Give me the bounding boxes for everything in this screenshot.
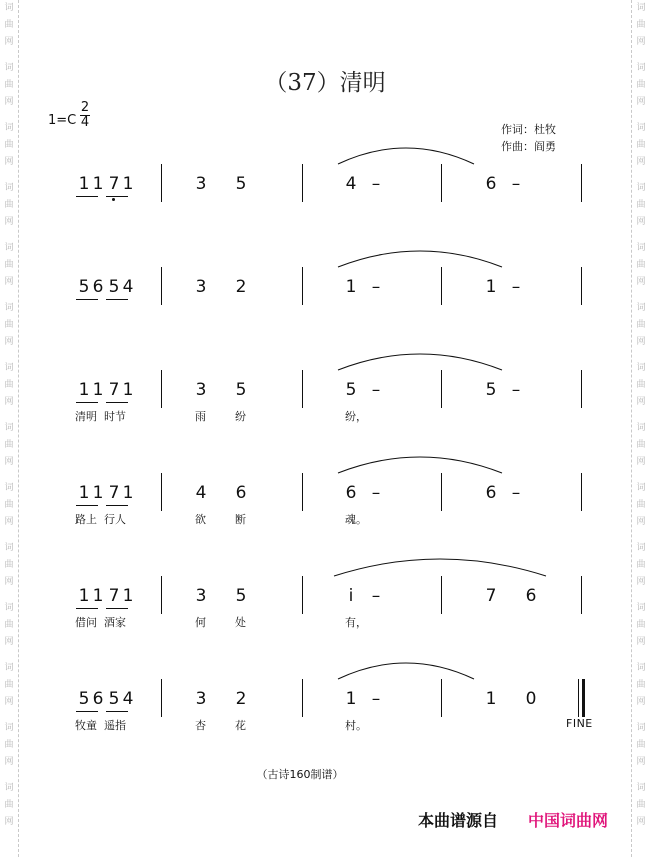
dash: – <box>371 277 381 297</box>
note: 1 <box>78 174 90 194</box>
note: 1 <box>122 380 134 400</box>
watermark-char: 曲 <box>636 680 646 690</box>
watermark-char: 网 <box>4 697 14 707</box>
note: 3 <box>195 380 207 400</box>
bar-line <box>161 473 162 511</box>
watermark-char: 词 <box>636 63 646 73</box>
lyric: 花 <box>235 719 246 732</box>
note: 7 <box>108 380 120 400</box>
dash: – <box>371 380 381 400</box>
lyric: 村。 <box>345 719 367 732</box>
watermark-char: 词 <box>4 603 14 613</box>
watermark-char: 词 <box>4 63 14 73</box>
watermark-char: 词 <box>4 123 14 133</box>
note: 3 <box>195 174 207 194</box>
watermark-char: 曲 <box>636 500 646 510</box>
watermark-char: 网 <box>636 637 646 647</box>
time-signature-bottom: 4 <box>80 115 90 130</box>
note: 5 <box>108 689 120 709</box>
watermark-char: 网 <box>4 457 14 467</box>
note: 5 <box>235 174 247 194</box>
score-row <box>0 380 650 460</box>
bar-line <box>302 370 303 408</box>
note: 4 <box>122 277 134 297</box>
watermark-char: 曲 <box>4 260 14 270</box>
watermark-char: 曲 <box>636 320 646 330</box>
bar-line <box>161 576 162 614</box>
final-bar-thick <box>582 679 585 717</box>
underline-beam <box>76 402 98 403</box>
bar-line <box>441 164 442 202</box>
watermark-char: 网 <box>636 157 646 167</box>
underline-beam <box>106 505 128 506</box>
watermark-char: 曲 <box>636 800 646 810</box>
underline-beam <box>106 402 128 403</box>
dash: – <box>511 277 521 297</box>
watermark-char: 曲 <box>636 620 646 630</box>
bar-line <box>581 576 582 614</box>
note: 1 <box>485 277 497 297</box>
watermark-char: 曲 <box>636 140 646 150</box>
lyric: 何 <box>195 616 206 629</box>
bar-line <box>302 473 303 511</box>
watermark-char: 网 <box>4 517 14 527</box>
watermark-char: 曲 <box>4 140 14 150</box>
watermark-char: 网 <box>4 397 14 407</box>
note: 6 <box>485 483 497 503</box>
watermark-char: 曲 <box>636 440 646 450</box>
lyric: 断 <box>235 513 246 526</box>
lyric: 牧童 <box>75 719 97 732</box>
watermark-char: 网 <box>636 457 646 467</box>
bar-line <box>161 267 162 305</box>
note: 5 <box>235 586 247 606</box>
note: 5 <box>345 380 357 400</box>
watermark-char: 曲 <box>4 680 14 690</box>
score-row <box>0 277 650 357</box>
bar-line <box>302 267 303 305</box>
watermark-char: 曲 <box>636 740 646 750</box>
watermark-char: 词 <box>636 543 646 553</box>
note: 1 <box>122 586 134 606</box>
note: 5 <box>78 689 90 709</box>
note: 4 <box>122 689 134 709</box>
note: 1 <box>122 174 134 194</box>
bar-line <box>441 370 442 408</box>
dash: – <box>511 483 521 503</box>
note: 5 <box>485 380 497 400</box>
watermark-char: 网 <box>636 817 646 827</box>
time-signature-top: 2 <box>80 100 90 115</box>
lyric: 欲 <box>195 513 206 526</box>
watermark-char: 词 <box>4 543 14 553</box>
watermark-char: 网 <box>4 97 14 107</box>
note: 2 <box>235 277 247 297</box>
watermark-char: 网 <box>4 817 14 827</box>
bar-line <box>161 370 162 408</box>
watermark-char: 词 <box>4 363 14 373</box>
bar-line <box>581 164 582 202</box>
lyric: 行人 <box>104 513 126 526</box>
watermark-char: 网 <box>4 577 14 587</box>
note: 6 <box>92 277 104 297</box>
watermark-char: 曲 <box>4 320 14 330</box>
watermark-char: 曲 <box>4 380 14 390</box>
source-note: （古诗160制谱） <box>256 768 344 781</box>
watermark-char: 网 <box>4 337 14 347</box>
dash: – <box>371 586 381 606</box>
note: 1 <box>122 483 134 503</box>
lyric: 魂。 <box>345 513 367 526</box>
note: 1 <box>78 586 90 606</box>
watermark-char: 词 <box>636 723 646 733</box>
note: i <box>348 586 354 606</box>
watermark-char: 曲 <box>4 620 14 630</box>
watermark-char: 曲 <box>636 20 646 30</box>
underline-beam <box>106 608 128 609</box>
note: 3 <box>195 689 207 709</box>
watermark-char: 词 <box>4 483 14 493</box>
lyric: 路上 <box>75 513 97 526</box>
watermark-char: 曲 <box>636 200 646 210</box>
final-bar-thin <box>578 679 579 717</box>
bar-line <box>161 164 162 202</box>
note: 4 <box>345 174 357 194</box>
underline-beam <box>106 711 128 712</box>
watermark-char: 网 <box>636 517 646 527</box>
watermark-char: 词 <box>636 183 646 193</box>
note: 6 <box>345 483 357 503</box>
underline-beam <box>76 196 98 197</box>
lyric: 清明 <box>75 410 97 423</box>
watermark-char: 词 <box>4 783 14 793</box>
watermark-char: 曲 <box>636 380 646 390</box>
underline-beam <box>106 299 128 300</box>
score-row <box>0 174 650 254</box>
lyric: 杏 <box>195 719 206 732</box>
watermark-char: 词 <box>4 243 14 253</box>
dash: – <box>511 380 521 400</box>
note: 7 <box>108 586 120 606</box>
watermark-char: 曲 <box>636 80 646 90</box>
watermark-char: 词 <box>4 3 14 13</box>
watermark-char: 网 <box>636 217 646 227</box>
note: 6 <box>525 586 537 606</box>
lyric: 借问 <box>75 616 97 629</box>
bar-line <box>441 679 442 717</box>
watermark-char: 网 <box>4 757 14 767</box>
note: 1 <box>92 380 104 400</box>
note: 5 <box>108 277 120 297</box>
key-signature: 1=C <box>48 113 77 128</box>
bar-line <box>581 473 582 511</box>
watermark-char: 网 <box>4 157 14 167</box>
watermark-char: 词 <box>4 183 14 193</box>
watermark-char: 网 <box>4 217 14 227</box>
note: 2 <box>235 689 247 709</box>
lyric: 雨 <box>195 410 206 423</box>
bar-line <box>302 576 303 614</box>
bar-line <box>302 679 303 717</box>
bar-line <box>581 370 582 408</box>
note: 1 <box>78 380 90 400</box>
watermark-char: 词 <box>636 783 646 793</box>
note: 7 <box>108 174 120 194</box>
watermark-char: 网 <box>636 97 646 107</box>
watermark-char: 网 <box>636 757 646 767</box>
note: 1 <box>485 689 497 709</box>
lyric: 时节 <box>104 410 126 423</box>
score-row <box>0 586 650 666</box>
lyricist-credit: 作词：杜牧 <box>501 123 556 136</box>
composer-credit: 作曲：阎勇 <box>501 140 556 153</box>
watermark-char: 网 <box>4 637 14 647</box>
lyric: 酒家 <box>104 616 126 629</box>
watermark-char: 曲 <box>636 260 646 270</box>
note: 5 <box>235 380 247 400</box>
watermark-char: 网 <box>636 577 646 587</box>
note: 6 <box>485 174 497 194</box>
note: 3 <box>195 277 207 297</box>
dash: – <box>371 483 381 503</box>
watermark-char: 词 <box>636 123 646 133</box>
watermark-char: 词 <box>636 243 646 253</box>
note: 3 <box>195 586 207 606</box>
watermark-char: 曲 <box>4 440 14 450</box>
watermark-char: 曲 <box>4 200 14 210</box>
watermark-char: 曲 <box>4 500 14 510</box>
watermark-char: 网 <box>636 697 646 707</box>
watermark-char: 词 <box>636 483 646 493</box>
lyric: 遥指 <box>104 719 126 732</box>
underline-beam <box>76 711 98 712</box>
fine-marker: FINE <box>566 717 593 730</box>
octave-dot-below <box>112 198 115 201</box>
watermark-char: 网 <box>636 397 646 407</box>
watermark-char: 词 <box>636 423 646 433</box>
watermark-char: 词 <box>636 603 646 613</box>
watermark-char: 曲 <box>4 740 14 750</box>
footer-site-link[interactable]: 中国词曲网 <box>528 811 609 830</box>
underline-beam <box>76 505 98 506</box>
note: 5 <box>78 277 90 297</box>
note: 1 <box>92 483 104 503</box>
watermark-char: 网 <box>4 277 14 287</box>
bar-line <box>581 267 582 305</box>
watermark-char: 曲 <box>4 560 14 570</box>
bar-line <box>441 576 442 614</box>
bar-line <box>161 679 162 717</box>
note: 4 <box>195 483 207 503</box>
watermark-char: 曲 <box>4 800 14 810</box>
lyric: 有， <box>345 616 367 629</box>
note: 1 <box>92 174 104 194</box>
lyric: 处 <box>235 616 246 629</box>
note: 7 <box>108 483 120 503</box>
bar-line <box>441 473 442 511</box>
note: 1 <box>78 483 90 503</box>
underline-beam <box>106 196 128 197</box>
watermark-char: 网 <box>636 37 646 47</box>
dash: – <box>371 689 381 709</box>
note: 6 <box>92 689 104 709</box>
watermark-char: 曲 <box>636 560 646 570</box>
watermark-char: 词 <box>4 663 14 673</box>
note: 0 <box>525 689 537 709</box>
underline-beam <box>76 608 98 609</box>
underline-beam <box>76 299 98 300</box>
bar-line <box>441 267 442 305</box>
note: 7 <box>485 586 497 606</box>
watermark-char: 词 <box>636 363 646 373</box>
watermark-char: 网 <box>636 337 646 347</box>
dash: – <box>511 174 521 194</box>
song-title: （37）清明 <box>264 70 386 96</box>
watermark-char: 词 <box>4 423 14 433</box>
dash: – <box>371 174 381 194</box>
note: 1 <box>92 586 104 606</box>
watermark-char: 词 <box>636 303 646 313</box>
watermark-char: 网 <box>636 277 646 287</box>
watermark-char: 词 <box>4 303 14 313</box>
note: 6 <box>235 483 247 503</box>
note: 1 <box>345 689 357 709</box>
lyric: 纷 <box>235 410 246 423</box>
score-row <box>0 689 650 769</box>
watermark-char: 曲 <box>4 20 14 30</box>
lyric: 纷， <box>345 410 367 423</box>
time-signature <box>80 101 90 130</box>
watermark-char: 网 <box>4 37 14 47</box>
footer-source-prefix: 本曲谱源自 <box>418 811 499 830</box>
watermark-char: 词 <box>636 3 646 13</box>
watermark-char: 词 <box>4 723 14 733</box>
score-row <box>0 483 650 563</box>
watermark-char: 词 <box>636 663 646 673</box>
bar-line <box>302 164 303 202</box>
note: 1 <box>345 277 357 297</box>
watermark-char: 曲 <box>4 80 14 90</box>
